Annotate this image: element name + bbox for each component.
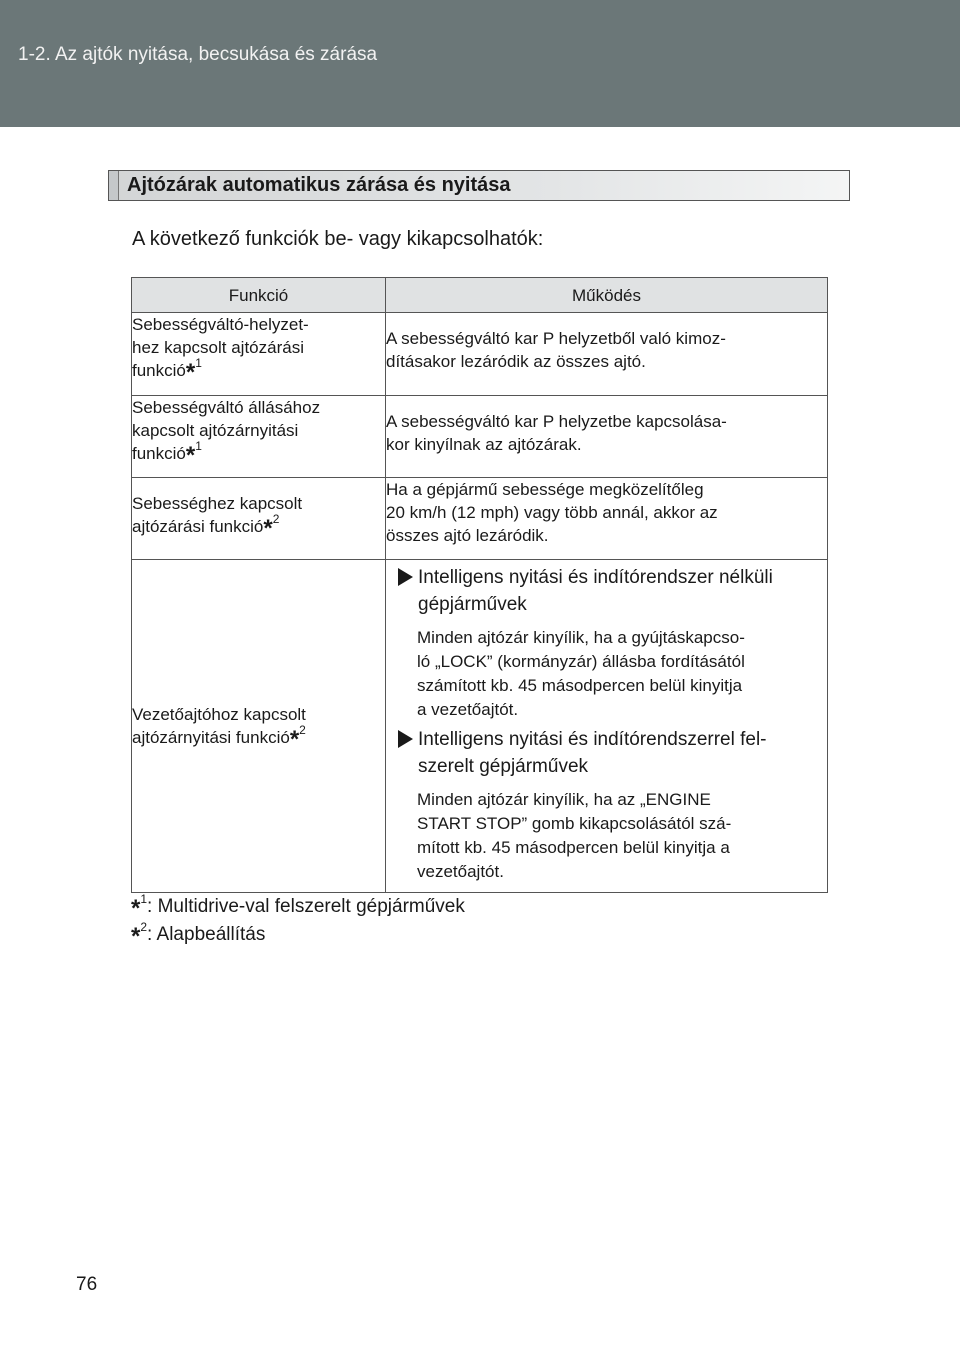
function-cell: Sebességhez kapcsolt ajtózárási funkció*$^2$: [132, 478, 386, 560]
footnote-ref: 2: [299, 723, 306, 737]
table-row: [132, 478, 828, 560]
operation-cell: A sebességváltó kar P helyzetbe kapcsolása- kor kinyílnak az ajtózárak.: [386, 396, 828, 478]
footnote-star: *: [131, 895, 141, 922]
footnote-ref: 2: [272, 512, 280, 526]
operation-cell: [386, 560, 828, 893]
footnote-star: *: [131, 923, 141, 950]
heading-marker: [109, 171, 119, 200]
footnote-2: *$^2$: Alapbeállítás: [131, 920, 266, 950]
footnote-star: *: [185, 359, 196, 386]
column-header-function: Funkció: [132, 278, 386, 313]
table-row: [132, 396, 828, 478]
footnote-star: *: [185, 442, 196, 469]
table-row: [132, 313, 828, 396]
sub-item-heading: Intelligens nyitási és indítórendszerrel fel- szerelt gépjárművek: [398, 726, 821, 780]
section-heading: [108, 170, 850, 201]
footnote-star: *: [289, 726, 300, 753]
footnote-1: *$^1$: Multidrive-val felszerelt gépjárművek: [131, 892, 465, 922]
footnote-ref: 1: [195, 356, 202, 370]
column-header-operation: Működés: [386, 278, 828, 313]
function-cell: Sebességváltó állásához kapcsolt ajtózárnyitási funkció*$^1$: [132, 396, 386, 478]
footnote-star: *: [263, 515, 273, 542]
triangle-arrow-icon: [398, 730, 413, 748]
table-header-row: [132, 278, 828, 313]
table-row: [132, 560, 828, 893]
operation-cell: Ha a gépjármű sebessége megközelítőleg 20 km/h (12 mph) vagy több annál, akkor az összes ajtó lezáródik.: [386, 478, 828, 560]
page-number: 76: [76, 1274, 98, 1295]
function-cell: Vezetőajtóhoz kapcsolt ajtózárnyitási funkció*$^2$: [132, 560, 386, 893]
section-heading-text: Ajtózárak automatikus zárása és nyitása: [127, 174, 511, 196]
sub-item-heading: Intelligens nyitási és indítórendszer nélküli gépjárművek: [398, 564, 821, 618]
sub-item-body: Minden ajtózár kinyílik, ha az „ENGINE START STOP” gomb kikapcsolásától szá- mított kb. 45 másodpercen belül kinyitja a vezetőajtót.: [417, 790, 732, 881]
footnote-ref: 1: [195, 439, 202, 453]
operation-cell: A sebességváltó kar P helyzetből való kimoz- dításakor lezáródik az összes ajtó.: [386, 313, 828, 396]
intro-text: A következő funkciók be- vagy kikapcsolhatók:: [132, 228, 544, 250]
function-table: [131, 277, 828, 893]
function-cell: Sebességváltó-helyzet- hez kapcsolt ajtózárási funkció*$^1$: [132, 313, 386, 396]
chapter-title: 1-2. Az ajtók nyitása, becsukása és zárása: [18, 44, 378, 65]
triangle-arrow-icon: [398, 568, 413, 586]
sub-item-body: Minden ajtózár kinyílik, ha a gyújtáskapcso- ló „LOCK” (kormányzár) állásba fordításától számított kb. 45 másodpercen belül kinyitja a vezetőajtót.: [417, 628, 745, 719]
footnotes: [131, 893, 465, 949]
page-header-band: [0, 0, 960, 127]
